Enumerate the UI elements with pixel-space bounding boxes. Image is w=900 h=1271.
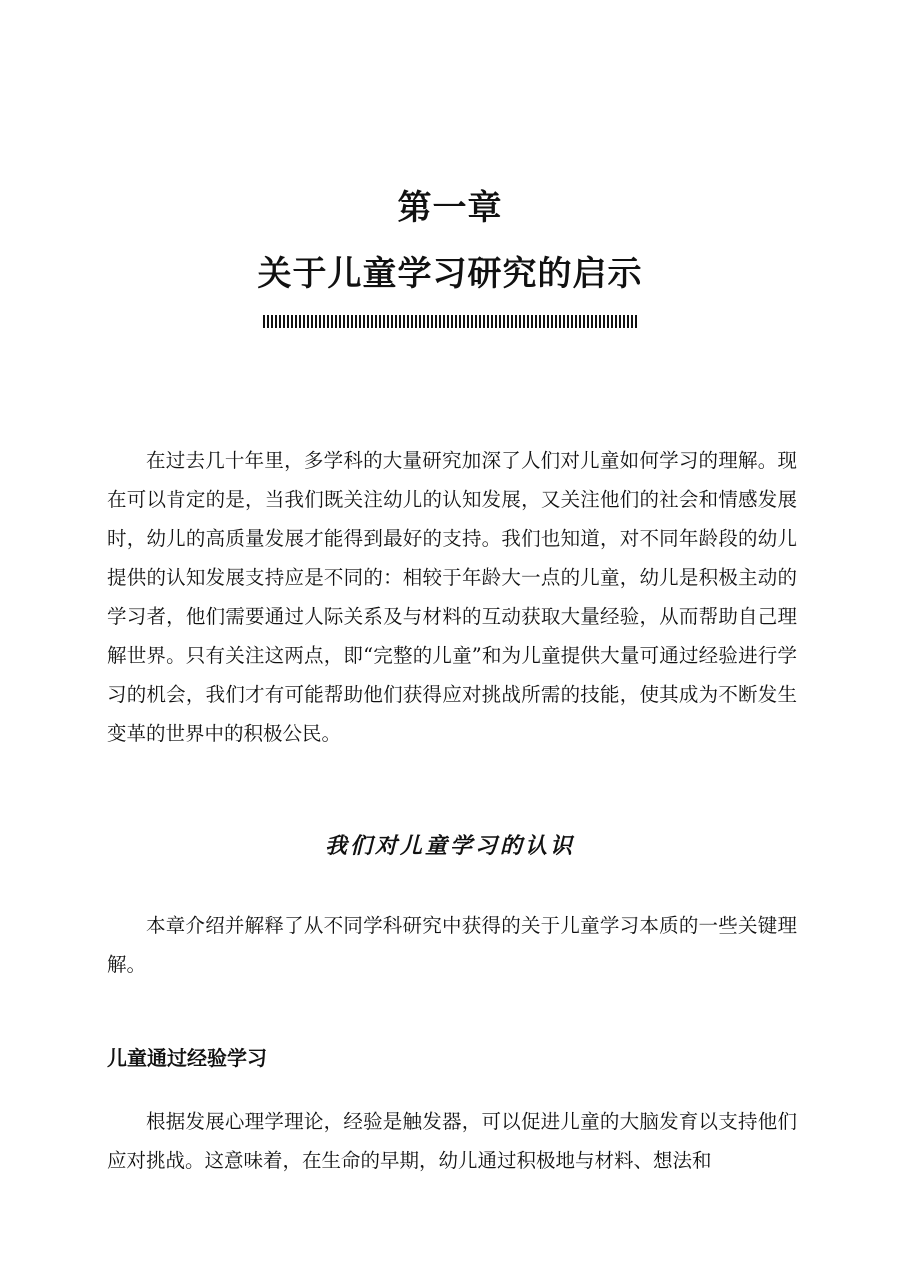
title-decorative-rule [263,315,638,328]
section-heading: 我们对儿童学习的认识 [324,833,575,859]
intro-paragraph: 在过去几十年里，多学科的大量研究加深了人们对儿童如何学习的理解。现在可以肯定的是，当我们既关注幼儿的认知发展，又关注他们的社会和情感发展时，幼儿的高质量发展才能得到最好的支持。我们也知道，对不同年龄段的幼儿提供的认知发展支持应是不同的：相较于年龄大一点的儿童，幼儿是积极主动的学习者，他们需要通过人际关系及与材料的互动获取大量经验，从而帮助自己理解世界。只有关注这两点，即“完整的儿童”和为儿童提供大量可通过经验进行学习的机会，我们才有可能帮助他们获得应对挑战所需的技能，使其成为不断发生变革的世界中的积极公民。 [107,449,797,745]
subsection-paragraph: 根据发展心理学理论，经验是触发器，可以促进儿童的大脑发育以支持他们应对挑战。这意味着，在生命的早期，幼儿通过积极地与材料、想法和 [107,1110,797,1172]
section-paragraph: 本章介绍并解释了从不同学科研究中获得的关于儿童学习本质的一些关键理解。 [107,914,797,976]
subsection-heading: 儿童通过经验学习 [107,1046,267,1070]
chapter-title: 关于儿童学习研究的启示 [257,254,643,294]
chapter-number: 第一章 [397,188,503,228]
